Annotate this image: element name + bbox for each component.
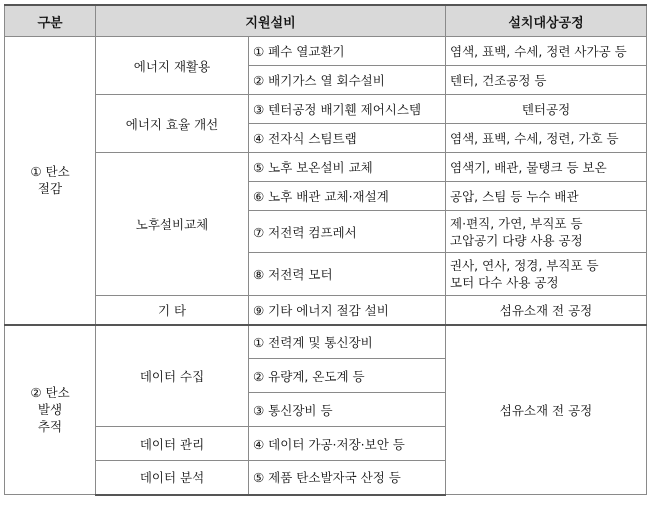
subgroup-data-management: 데이터 관리 [96,427,249,461]
equipment-cell: ③ 통신장비 등 [249,393,446,427]
equipment-cell: ⑤ 제품 탄소발자국 산정 등 [249,461,446,495]
subgroup-old-equipment-replacement: 노후설비교체 [96,153,249,296]
target-cell: 염색기, 배관, 물탱크 등 보온 [446,153,647,182]
target-cell: 텐터, 건조공정 등 [446,66,647,95]
group-carbon-reduction: ① 탄소 절감 [5,37,96,325]
equipment-cell: ① 전력계 및 통신장비 [249,325,446,359]
equipment-cell: ⑥ 노후 배관 교체·재설계 [249,182,446,211]
table-row [5,153,647,182]
equipment-cell: ③ 텐터공정 배기휀 제어시스템 [249,95,446,124]
equipment-cell: ④ 전자식 스팀트랩 [249,124,446,153]
subgroup-data-collection: 데이터 수집 [96,325,249,427]
table-row [5,325,647,359]
equipment-cell: ② 유량계, 온도계 등 [249,359,446,393]
target-cell: 염색, 표백, 수세, 정련 사가공 등 [446,37,647,66]
target-cell: 권사, 연사, 정경, 부직포 등 모터 다수 사용 공정 [446,253,647,296]
table-row [5,37,647,66]
header-row [5,5,647,37]
equipment-cell: ⑨ 기타 에너지 절감 설비 [249,296,446,325]
target-cell: 제·편직, 가연, 부직포 등 고압공기 다량 사용 공정 [446,211,647,253]
shared-target-cell: 섬유소재 전 공정 [446,325,647,495]
equipment-cell: ⑧ 저전력 모터 [249,253,446,296]
header-target-process: 설치대상공정 [446,5,647,37]
group-carbon-tracking: ② 탄소 발생 추적 [5,325,96,495]
equipment-cell: ⑦ 저전력 컴프레서 [249,211,446,253]
support-equipment-table [4,4,647,496]
target-cell: 염색, 표백, 수세, 정련, 가호 등 [446,124,647,153]
equipment-cell: ① 폐수 열교환기 [249,37,446,66]
subgroup-data-analysis: 데이터 분석 [96,461,249,495]
subgroup-other: 기 타 [96,296,249,325]
subgroup-energy-recycle: 에너지 재활용 [96,37,249,95]
equipment-cell: ② 배기가스 열 회수설비 [249,66,446,95]
target-cell: 텐터공정 [446,95,647,124]
target-cell: 공압, 스팀 등 누수 배관 [446,182,647,211]
equipment-cell: ⑤ 노후 보온설비 교체 [249,153,446,182]
table-row [5,296,647,325]
header-support-equipment: 지원설비 [96,5,446,37]
header-category: 구분 [5,5,96,37]
equipment-cell: ④ 데이터 가공·저장·보안 등 [249,427,446,461]
subgroup-energy-efficiency: 에너지 효율 개선 [96,95,249,153]
target-cell: 섬유소재 전 공정 [446,296,647,325]
table-row [5,95,647,124]
